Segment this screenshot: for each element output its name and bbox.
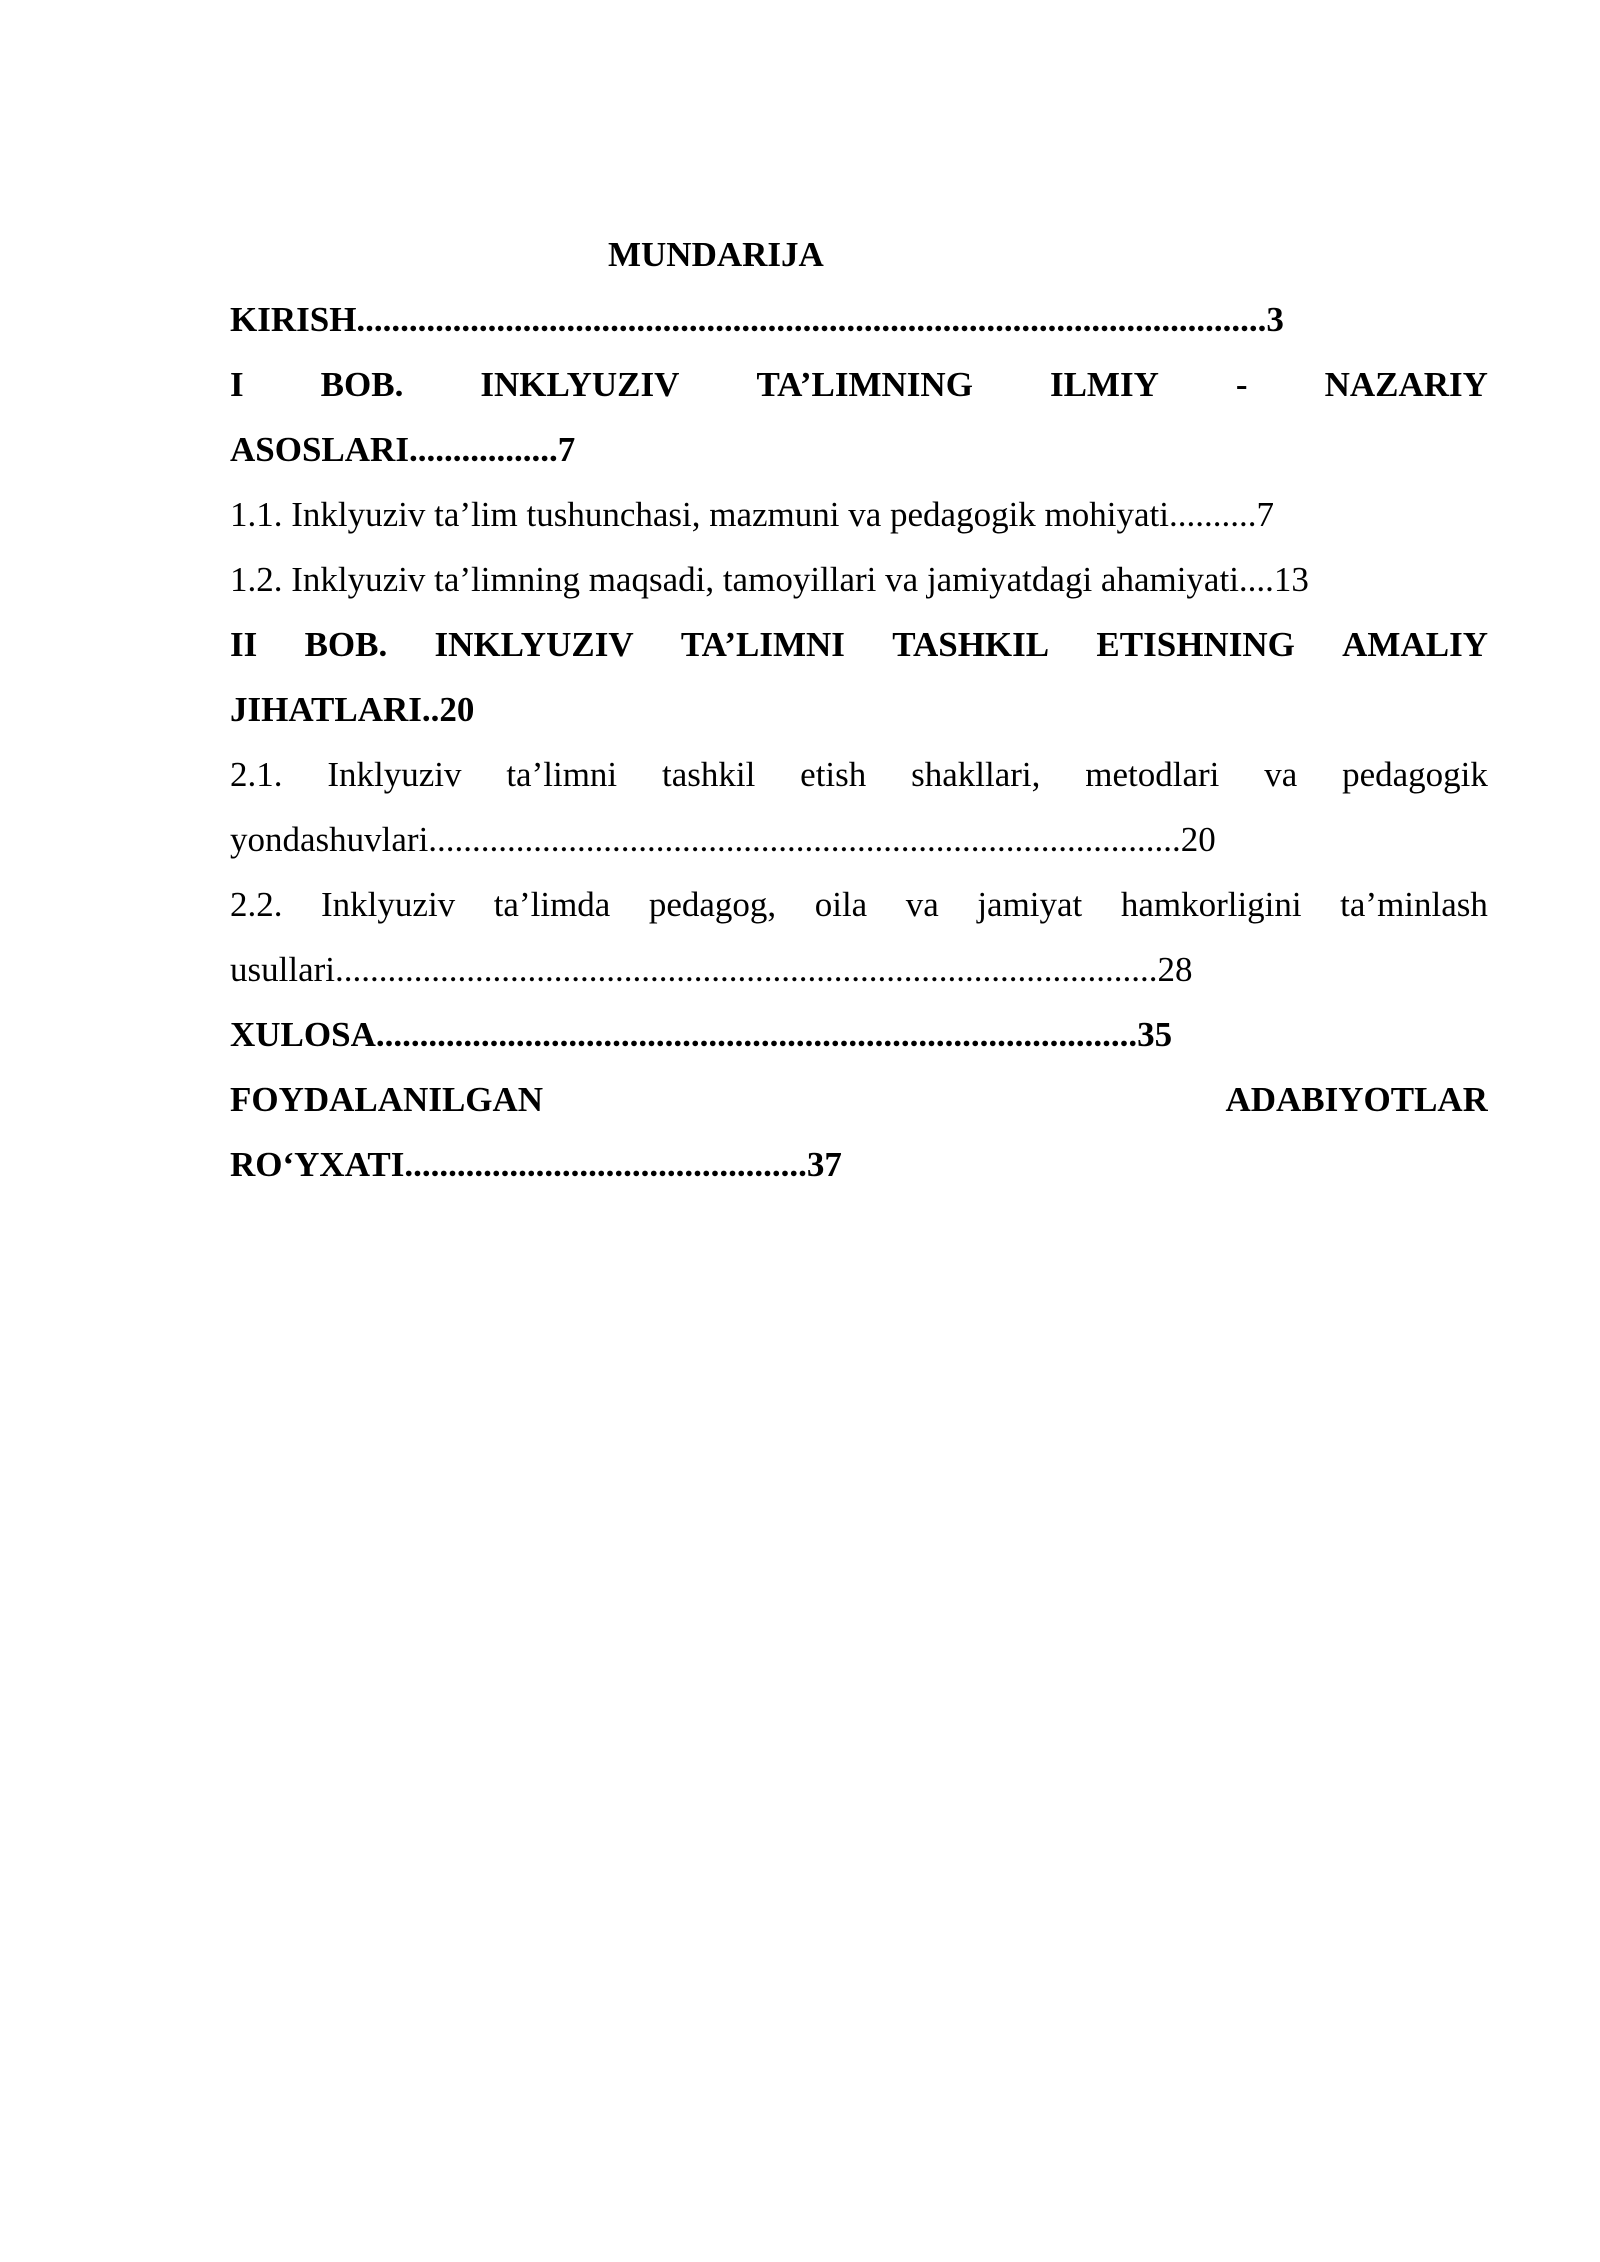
toc-word: 2.1. xyxy=(230,755,283,794)
toc-word: II xyxy=(230,625,258,664)
toc-word: tashkil xyxy=(661,755,756,794)
toc-word: ta’limni xyxy=(506,755,618,794)
toc-word: 2.2. xyxy=(230,885,283,924)
toc-word: pedagog, xyxy=(648,885,777,924)
toc-word: INKLYUZIV xyxy=(480,365,680,404)
toc-word: etish xyxy=(800,755,867,794)
toc-word: I xyxy=(230,365,244,404)
toc-word: oila xyxy=(814,885,868,924)
toc-word: shakllari, xyxy=(911,755,1041,794)
toc-entry-kirish: KIRISH........................................................................................................3 xyxy=(230,300,1284,339)
toc-entry-2-2-line-2: usullari..............................................................................................28 xyxy=(230,950,1193,989)
toc-word: ADABIYOTLAR xyxy=(1225,1080,1488,1119)
toc-word: - xyxy=(1235,365,1248,404)
toc-entry-bob-2-line-2: JIHATLARI..20 xyxy=(230,690,475,729)
toc-word: BOB. xyxy=(304,625,388,664)
toc-word: AMALIY xyxy=(1342,625,1488,664)
toc-word: Inklyuziv xyxy=(327,755,462,794)
toc-entry-2-1-line-1 xyxy=(230,742,1488,807)
toc-entry-bob-1 xyxy=(230,352,1488,482)
toc-word: TA’LIMNI xyxy=(680,625,845,664)
toc-entry-2-2 xyxy=(230,872,1488,1002)
toc-word: TA’LIMNING xyxy=(756,365,973,404)
toc-entry-adabiyotlar xyxy=(230,1067,1488,1197)
toc-title: MUNDARIJA xyxy=(608,235,824,274)
toc-entry-xulosa: XULOSA.......................................................................................35 xyxy=(230,1015,1173,1054)
toc-word: Inklyuziv xyxy=(321,885,456,924)
toc-entry-bob-1-line-2: ASOSLARI.................7 xyxy=(230,430,576,469)
toc-word: ta’limda xyxy=(493,885,611,924)
toc-word: metodlari xyxy=(1085,755,1220,794)
toc-word: ILMIY xyxy=(1049,365,1159,404)
toc-entry-bob-2 xyxy=(230,612,1488,742)
toc-entry-2-2-line-1 xyxy=(230,872,1488,937)
toc-entry-1-2: 1.2. Inklyuziv ta’limning maqsadi, tamoyillari va jamiyatdagi ahamiyati....13 xyxy=(230,560,1309,599)
toc-word: BOB. xyxy=(320,365,404,404)
toc-word: ta’minlash xyxy=(1340,885,1488,924)
toc-word: NAZARIY xyxy=(1324,365,1488,404)
toc-word: pedagogik xyxy=(1342,755,1488,794)
toc-word: ETISHNING xyxy=(1096,625,1295,664)
toc-word: FOYDALANILGAN xyxy=(230,1080,544,1119)
toc-word: va xyxy=(905,885,939,924)
toc-word: va xyxy=(1264,755,1298,794)
table-of-contents xyxy=(230,222,1488,1197)
toc-entry-2-1-line-2: yondashuvlari......................................................................................20 xyxy=(230,820,1216,859)
toc-word: INKLYUZIV xyxy=(434,625,634,664)
toc-word: jamiyat xyxy=(977,885,1083,924)
toc-entry-adabiyotlar-line-2: RO‘YXATI..............................................37 xyxy=(230,1145,842,1184)
toc-word: TASHKIL xyxy=(892,625,1050,664)
toc-entry-bob-1-line-1 xyxy=(230,352,1488,417)
toc-entry-adabiyotlar-line-1 xyxy=(230,1067,1488,1132)
toc-word: hamkorligini xyxy=(1120,885,1302,924)
toc-entry-2-1 xyxy=(230,742,1488,872)
toc-entry-bob-2-line-1 xyxy=(230,612,1488,677)
toc-entry-1-1: 1.1. Inklyuziv ta’lim tushunchasi, mazmuni va pedagogik mohiyati..........7 xyxy=(230,495,1274,534)
